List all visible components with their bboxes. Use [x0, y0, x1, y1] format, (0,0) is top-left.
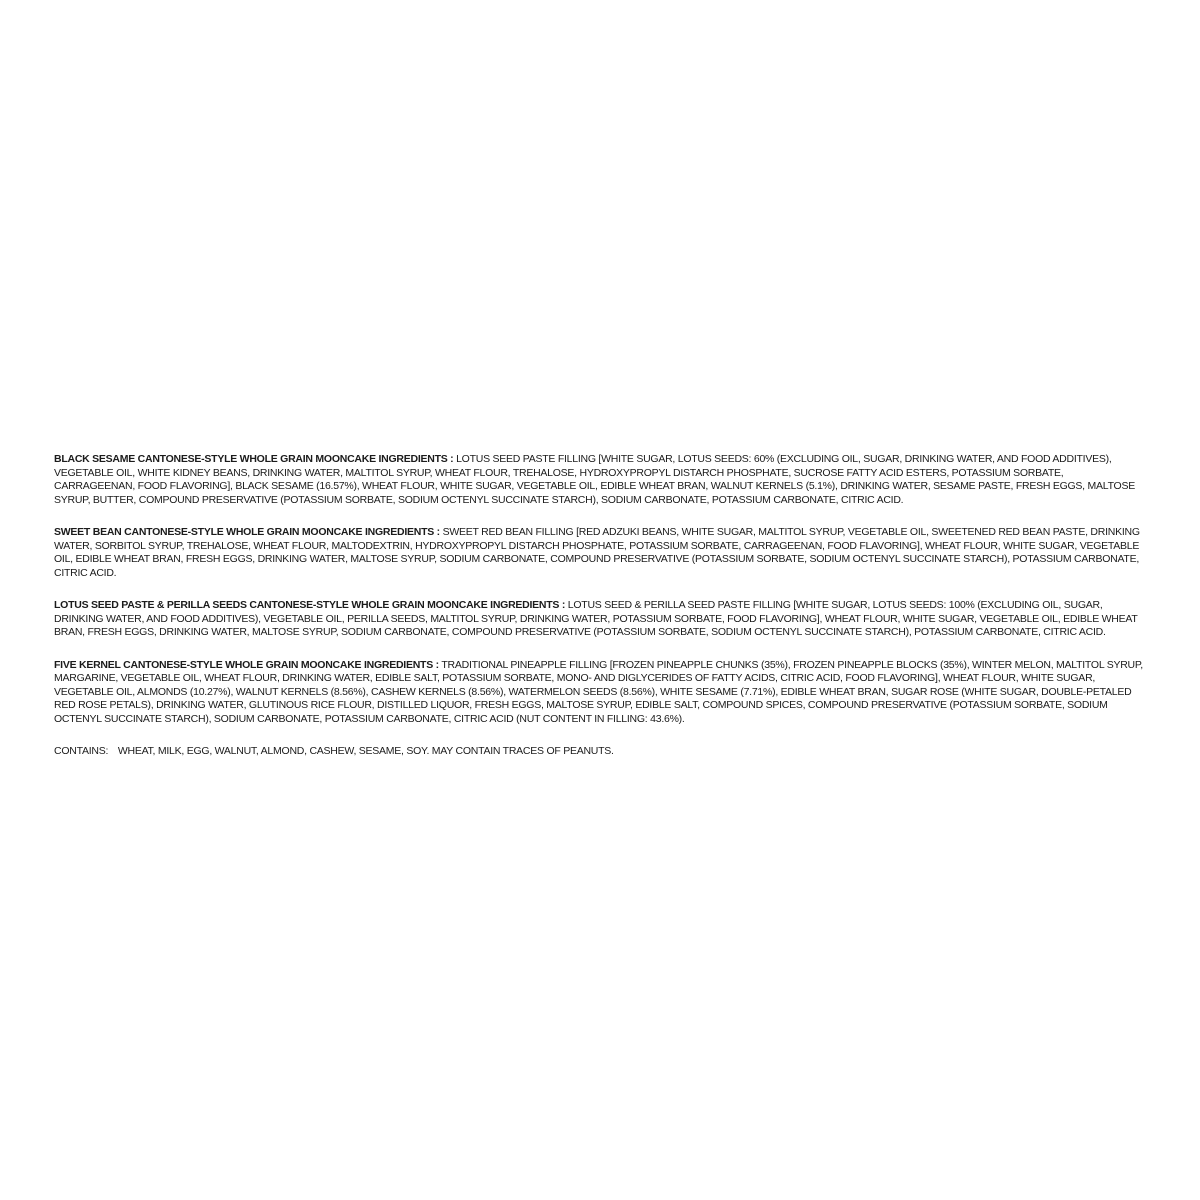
section-body: SWEET RED BEAN FILLING [RED ADZUKI BEANS, WHITE SUGAR, MALTITOL SYRUP, VEGETABLE OIL, SWEETENED RED BEAN PASTE, DRINKING WATER, SORBITOL SYRUP, TREHALOSE, WHEAT FLOUR, MALTODEXTRIN, HYDROXYPROPYL DISTARCH PHOSPHATE, POTASSIUM SORBATE, CARRAGEENAN, FOOD FLAVORING], WHEAT FLOUR, WHITE SUGAR, VEGETABLE OIL, EDIBLE WHEAT BRAN, FRESH EGGS, DRINKING WATER, MALTOSE SYRUP, SODIUM CARBONATE, COMPOUND PRESERVATIVE (POTASSIUM SORBATE, SODIUM OCTENYL SUCCINATE STARCH), POTASSIUM CARBONATE, CITRIC ACID.	[54, 526, 1140, 579]
section-heading: LOTUS SEED PASTE & PERILLA SEEDS CANTONESE-STYLE WHOLE GRAIN MOONCAKE INGREDIENTS :	[54, 599, 566, 611]
allergen-text: WHEAT, MILK, EGG, WALNUT, ALMOND, CASHEW, SESAME, SOY. MAY CONTAIN TRACES OF PEANUTS.	[117, 745, 614, 757]
ingredients-panel	[54, 453, 1146, 778]
ingredient-section-sweet-bean	[54, 526, 1146, 580]
ingredient-section-five-kernel	[54, 659, 1146, 727]
allergen-label: CONTAINS:	[54, 745, 109, 757]
section-body: LOTUS SEED PASTE FILLING [WHITE SUGAR, LOTUS SEEDS: 60% (EXCLUDING OIL, SUGAR, DRINKING WATER, AND FOOD ADDITIVES), VEGETABLE OIL, WHITE KIDNEY BEANS, DRINKING WATER, MALTITOL SYRUP, WHEAT FLOUR, TREHALOSE, HYDROXYPROPYL DISTARCH PHOSPHATE, SUCROSE FATTY ACID ESTERS, POTASSIUM SORBATE, CARRAGEENAN, FOOD FLAVORING], BLACK SESAME (16.57%), WHEAT FLOUR, WHITE SUGAR, VEGETABLE OIL, EDIBLE WHEAT BRAN, WALNUT KERNELS (5.1%), DRINKING WATER, SESAME PASTE, FRESH EGGS, MALTOSE SYRUP, BUTTER, COMPOUND PRESERVATIVE (POTASSIUM SORBATE, SODIUM OCTENYL SUCCINATE STARCH), SODIUM CARBONATE, POTASSIUM CARBONATE, CITRIC ACID.	[54, 453, 1135, 506]
allergen-statement	[54, 745, 1146, 759]
section-heading: SWEET BEAN CANTONESE-STYLE WHOLE GRAIN MOONCAKE INGREDIENTS :	[54, 526, 440, 538]
section-heading: FIVE KERNEL CANTONESE-STYLE WHOLE GRAIN MOONCAKE INGREDIENTS :	[54, 658, 439, 671]
section-heading: BLACK SESAME CANTONESE-STYLE WHOLE GRAIN MOONCAKE INGREDIENTS :	[54, 453, 454, 465]
ingredient-section-black-sesame	[54, 453, 1146, 507]
section-body: LOTUS SEED & PERILLA SEED PASTE FILLING [WHITE SUGAR, LOTUS SEEDS: 100% (EXCLUDING OIL, SUGAR, DRINKING WATER, AND FOOD ADDITIVES), VEGETABLE OIL, PERILLA SEEDS, MALTITOL SYRUP, DRINKING WATER, POTASSIUM SORBATE, FOOD FLAVORING], WHEAT FLOUR, WHITE SUGAR, VEGETABLE OIL, EDIBLE WHEAT BRAN, FRESH EGGS, DRINKING WATER, MALTOSE SYRUP, SODIUM CARBONATE, COMPOUND PRESERVATIVE (POTASSIUM SORBATE, SODIUM OCTENYL SUCCINATE STARCH), POTASSIUM CARBONATE, CITRIC ACID.	[54, 599, 1138, 638]
ingredient-section-lotus-perilla	[54, 599, 1146, 640]
section-body: TRADITIONAL PINEAPPLE FILLING [FROZEN PINEAPPLE CHUNKS (35%), FROZEN PINEAPPLE BLOCKS (35%), WINTER MELON, MALTITOL SYRUP, MARGARINE, VEGETABLE OIL, WHEAT FLOUR, DRINKING WATER, EDIBLE SALT, POTASSIUM SORBATE, MONO- AND DIGLYCERIDES OF FATTY ACIDS, CITRIC ACID, FOOD FLAVORING], WHEAT FLOUR, WHITE SUGAR, VEGETABLE OIL, ALMONDS (10.27%), WALNUT KERNELS (8.56%), CASHEW KERNELS (8.56%), WATERMELON SEEDS (8.56%), WHITE SESAME (7.71%), EDIBLE WHEAT BRAN, SUGAR ROSE (WHITE SUGAR, DOUBLE-PETALED RED ROSE PETALS), DRINKING WATER, GLUTINOUS RICE FLOUR, DISTILLED LIQUOR, FRESH EGGS, MALTOSE SYRUP, EDIBLE SALT, COMPOUND SPICES, COMPOUND PRESERVATIVE (POTASSIUM SORBATE, SODIUM OCTENYL SUCCINATE STARCH), SODIUM CARBONATE, POTASSIUM CARBONATE, CITRIC ACID (NUT CONTENT IN FILLING: 43.6%).	[54, 658, 1143, 725]
